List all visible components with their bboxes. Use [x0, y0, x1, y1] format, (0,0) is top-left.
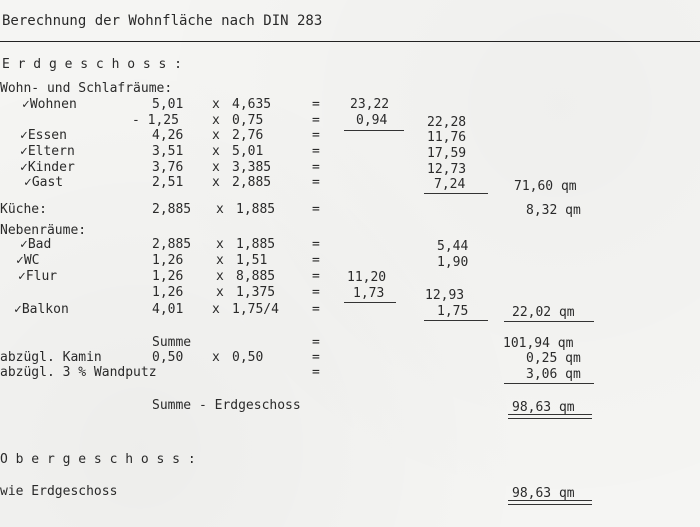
row-flur-a: 1,26: [152, 269, 184, 284]
row-wohnen2-c2: 22,28: [427, 115, 467, 130]
double-underline-obergeschoss: [508, 500, 592, 505]
row-label-balkon: ✓Balkon: [14, 302, 69, 317]
row-eltern-c2: 17,59: [427, 146, 467, 161]
kamin-eq: =: [312, 350, 320, 365]
row-gast-x: x: [212, 175, 220, 190]
row-wohnen2-x: x: [212, 113, 220, 128]
kamin-b: 0,50: [232, 350, 264, 365]
row-wohnen-b: 4,635: [232, 97, 272, 112]
row-flur2-eq: =: [312, 285, 320, 300]
row-eltern-a: 3,51: [152, 144, 184, 159]
row-label-kueche: Küche:: [0, 202, 47, 217]
total-erdgeschoss-value: 98,63 qm: [512, 400, 575, 415]
row-eltern-x: x: [212, 144, 220, 159]
row-kueche-a: 2,885: [152, 202, 192, 217]
row-wc-b: 1,51: [236, 253, 268, 268]
row-flur2-x: x: [216, 285, 224, 300]
row-essen-c2: 11,76: [427, 130, 467, 145]
row-kinder-b: 3,385: [232, 160, 272, 175]
row-wohnen2-c1: 0,94: [356, 113, 388, 128]
row-flur2-c2: 12,93: [425, 288, 465, 303]
row-balkon-eq: =: [312, 302, 320, 317]
row-label-essen: ✓Essen: [20, 128, 67, 143]
row-gast-a: 2,51: [152, 175, 184, 190]
row-flur2-a: 1,26: [152, 285, 184, 300]
row-wohnen2-eq: =: [312, 113, 320, 128]
row-gast-eq: =: [312, 175, 320, 190]
row-wc-a: 1,26: [152, 253, 184, 268]
row-wohnen-x: x: [212, 97, 220, 112]
obergeschoss-label: wie Erdgeschoss: [0, 484, 118, 499]
row-essen-eq: =: [312, 128, 320, 143]
total-erdgeschoss-label: Summe - Erdgeschoss: [152, 398, 301, 413]
row-gast-b: 2,885: [232, 175, 272, 190]
row-wohnen-c1: 23,22: [350, 97, 390, 112]
row-wohnen2-a: - 1,25: [132, 113, 179, 128]
subtotal-kueche: 8,32 qm: [526, 203, 581, 218]
row-wohnen-a: 5,01: [152, 97, 184, 112]
subheading-nebenraeume: Nebenräume:: [0, 223, 87, 238]
row-kinder-c2: 12,73: [427, 162, 467, 177]
subtotal-nebenraeume: 22,02 qm: [512, 305, 575, 320]
row-kueche-eq: =: [312, 202, 320, 217]
row-balkon-b: 1,75/4: [232, 302, 279, 317]
row-essen-b: 2,76: [232, 128, 264, 143]
summe-value: 101,94 qm: [503, 336, 574, 351]
row-gast-c2: 7,24: [434, 177, 466, 192]
row-flur-b: 8,885: [236, 269, 276, 284]
row-label-gast: ✓Gast: [24, 175, 64, 190]
wandputz-value: 3,06 qm: [526, 367, 581, 382]
row-flur-eq: =: [312, 269, 320, 284]
row-kinder-a: 3,76: [152, 160, 184, 175]
row-essen-x: x: [212, 128, 220, 143]
summe-label: Summe: [152, 335, 192, 350]
section-title-obergeschoss: O b e r g e s c h o s s :: [0, 452, 196, 467]
header-rule: [0, 41, 700, 42]
row-label-wohnen: ✓Wohnen: [22, 97, 77, 112]
underline-wohnraeume: [424, 193, 488, 194]
row-wohnen-eq: =: [312, 97, 320, 112]
document-title: Berechnung der Wohnfläche nach DIN 283: [2, 13, 323, 29]
row-balkon-a: 4,01: [152, 302, 184, 317]
subtotal-wohnraeume: 71,60 qm: [514, 179, 577, 194]
row-eltern-b: 5,01: [232, 144, 264, 159]
kamin-label: abzügl. Kamin: [0, 350, 102, 365]
row-kinder-x: x: [212, 160, 220, 175]
double-underline-erdgeschoss: [508, 414, 592, 419]
row-bad-x: x: [216, 237, 224, 252]
section-title-erdgeschoss: E r d g e s c h o s s :: [2, 57, 183, 72]
row-flur2-b: 1,375: [236, 285, 276, 300]
row-bad-b: 1,885: [236, 237, 276, 252]
kamin-x: x: [212, 350, 220, 365]
row-balkon-x: x: [212, 302, 220, 317]
row-essen-a: 4,26: [152, 128, 184, 143]
row-wohnen2-b: 0,75: [232, 113, 264, 128]
row-bad-a: 2,885: [152, 237, 192, 252]
wandputz-label: abzügl. 3 % Wandputz: [0, 365, 157, 380]
obergeschoss-value: 98,63 qm: [512, 486, 575, 501]
subheading-wohn-schlaf: Wohn- und Schlafräume:: [0, 81, 173, 96]
row-bad-c2: 5,44: [437, 239, 469, 254]
kamin-value: 0,25 qm: [526, 351, 581, 366]
row-label-bad: ✓Bad: [20, 237, 52, 252]
underline-wohnen: [344, 130, 404, 131]
row-wc-c2: 1,90: [437, 255, 469, 270]
summe-eq: =: [312, 335, 320, 350]
row-wc-x: x: [216, 253, 224, 268]
row-flur-x: x: [216, 269, 224, 284]
row-wc-eq: =: [312, 253, 320, 268]
row-label-wc: ✓WC: [16, 253, 40, 268]
row-label-eltern: ✓Eltern: [20, 144, 75, 159]
row-kinder-eq: =: [312, 160, 320, 175]
row-label-kinder: ✓Kinder: [20, 160, 75, 175]
underline-abzuege: [504, 383, 594, 384]
underline-raeume-total: [504, 321, 594, 322]
kamin-a: 0,50: [152, 350, 184, 365]
row-balkon-c2: 1,75: [437, 304, 469, 319]
row-label-flur: ✓Flur: [18, 269, 58, 284]
underline-nebenraeume: [424, 320, 488, 321]
row-flur2-c1: 1,73: [353, 286, 385, 301]
row-kueche-b: 1,885: [236, 202, 276, 217]
wandputz-eq: =: [312, 365, 320, 380]
row-kueche-x: x: [216, 202, 224, 217]
underline-flur: [344, 302, 396, 303]
row-bad-eq: =: [312, 237, 320, 252]
row-eltern-eq: =: [312, 144, 320, 159]
row-flur-c1: 11,20: [347, 270, 387, 285]
